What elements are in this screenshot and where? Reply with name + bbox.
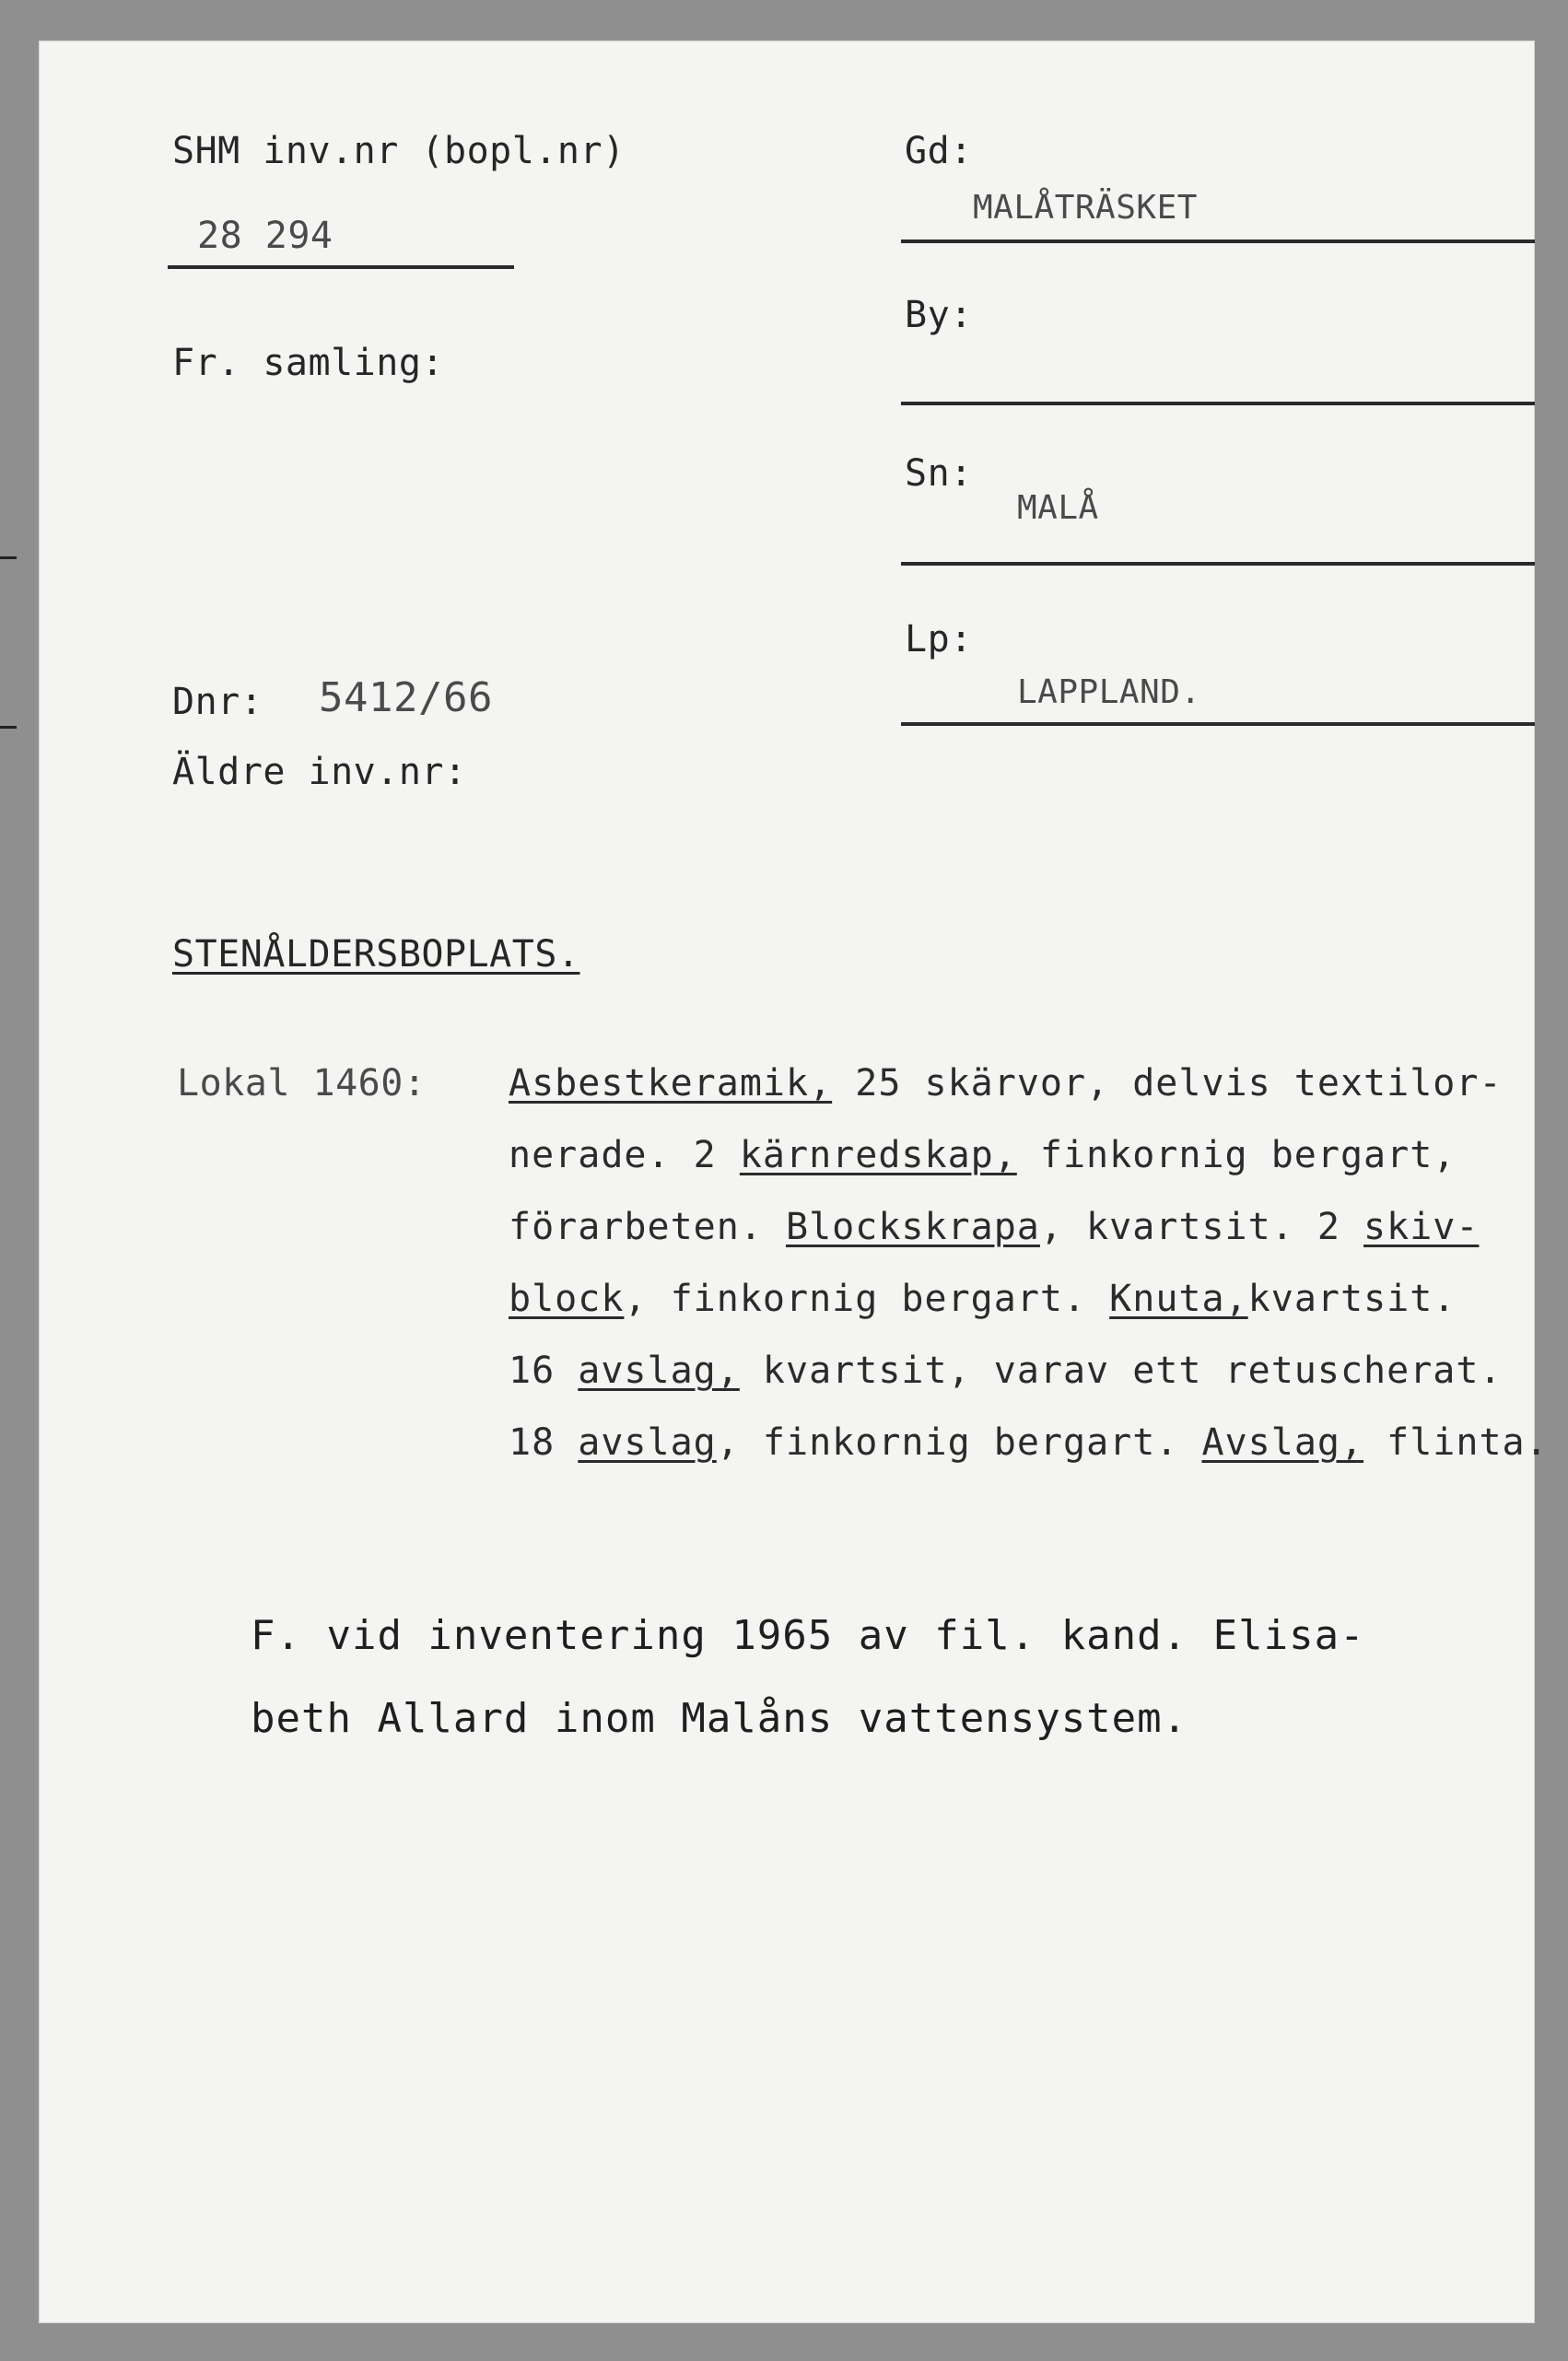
lp-label: Lp: [905, 618, 973, 660]
lokal-line-4-a: , finkornig bergart. [624, 1278, 1110, 1320]
term-avslag-2: avslag [578, 1421, 717, 1464]
term-blockskrapa: Blockskrapa [785, 1206, 1040, 1248]
lokal-line-6-a: 18 [509, 1421, 579, 1464]
scan-edge-mark [0, 726, 17, 729]
lokal-line-3-b: , kvartsit. 2 [1039, 1206, 1364, 1248]
lp-value: LAPPLAND. [1017, 673, 1201, 711]
lokal-line-6-b: , finkornig bergart. [716, 1421, 1202, 1464]
sn-value: MALÅ [1017, 489, 1099, 527]
term-avslag-1: avslag, [578, 1350, 740, 1392]
term-avslag-3: Avslag, [1201, 1421, 1364, 1464]
lokal-line-2 [509, 1134, 1457, 1176]
dnr-value: 5412/66 [319, 674, 493, 721]
sn-rule [901, 562, 1535, 566]
term-block: block [509, 1278, 625, 1320]
site-type-heading: STENÅLDERSBOPLATS. [172, 933, 580, 976]
term-karnredskap: kärnredskap, [739, 1134, 1017, 1176]
scan-edge-mark [0, 556, 17, 559]
lokal-line-3 [509, 1206, 1480, 1248]
lokal-label: Lokal 1460: [177, 1062, 427, 1105]
by-rule [901, 402, 1535, 405]
sn-label: Sn: [905, 452, 973, 495]
lp-rule [901, 722, 1535, 726]
provenance-line-1: F. vid inventering 1965 av fil. kand. Elisa- [251, 1612, 1365, 1659]
lokal-line-2-b: finkornig bergart, [1016, 1134, 1457, 1176]
aldre-label: Äldre inv.nr: [172, 751, 467, 793]
lokal-line-5-b: kvartsit, varav ett retuscherat. [739, 1350, 1503, 1392]
gd-rule [901, 240, 1535, 243]
gd-label: Gd: [905, 130, 973, 172]
by-label: By: [905, 294, 973, 336]
lokal-line-5-a: 16 [509, 1350, 579, 1392]
lokal-line-4 [509, 1278, 1457, 1320]
provenance-line-2: beth Allard inom Malåns vattensystem. [251, 1695, 1188, 1742]
inv-value: 28 294 [197, 215, 333, 257]
catalog-card [39, 41, 1549, 2323]
term-knuta: Knuta, [1109, 1278, 1248, 1320]
samling-label: Fr. samling: [172, 342, 444, 384]
inv-underline [168, 265, 514, 269]
lokal-line-6 [509, 1421, 1549, 1464]
lokal-line-2-a: nerade. 2 [509, 1134, 740, 1176]
gd-value: MALÅTRÄSKET [973, 189, 1198, 227]
lokal-line-1-text: 25 skärvor, delvis textilor- [832, 1062, 1503, 1105]
term-skiv: skiv- [1363, 1206, 1480, 1248]
lokal-line-3-a: förarbeten. [509, 1206, 786, 1248]
dnr-label: Dnr: [172, 681, 263, 723]
lokal-line-5 [509, 1350, 1503, 1392]
lokal-line-1 [509, 1062, 1503, 1105]
lokal-line-6-c: flinta. [1363, 1421, 1549, 1464]
term-asbestkeramik: Asbestkeramik, [509, 1062, 833, 1105]
inv-label: SHM inv.nr (bopl.nr) [172, 130, 626, 172]
lokal-line-4-b: kvartsit. [1247, 1278, 1457, 1320]
